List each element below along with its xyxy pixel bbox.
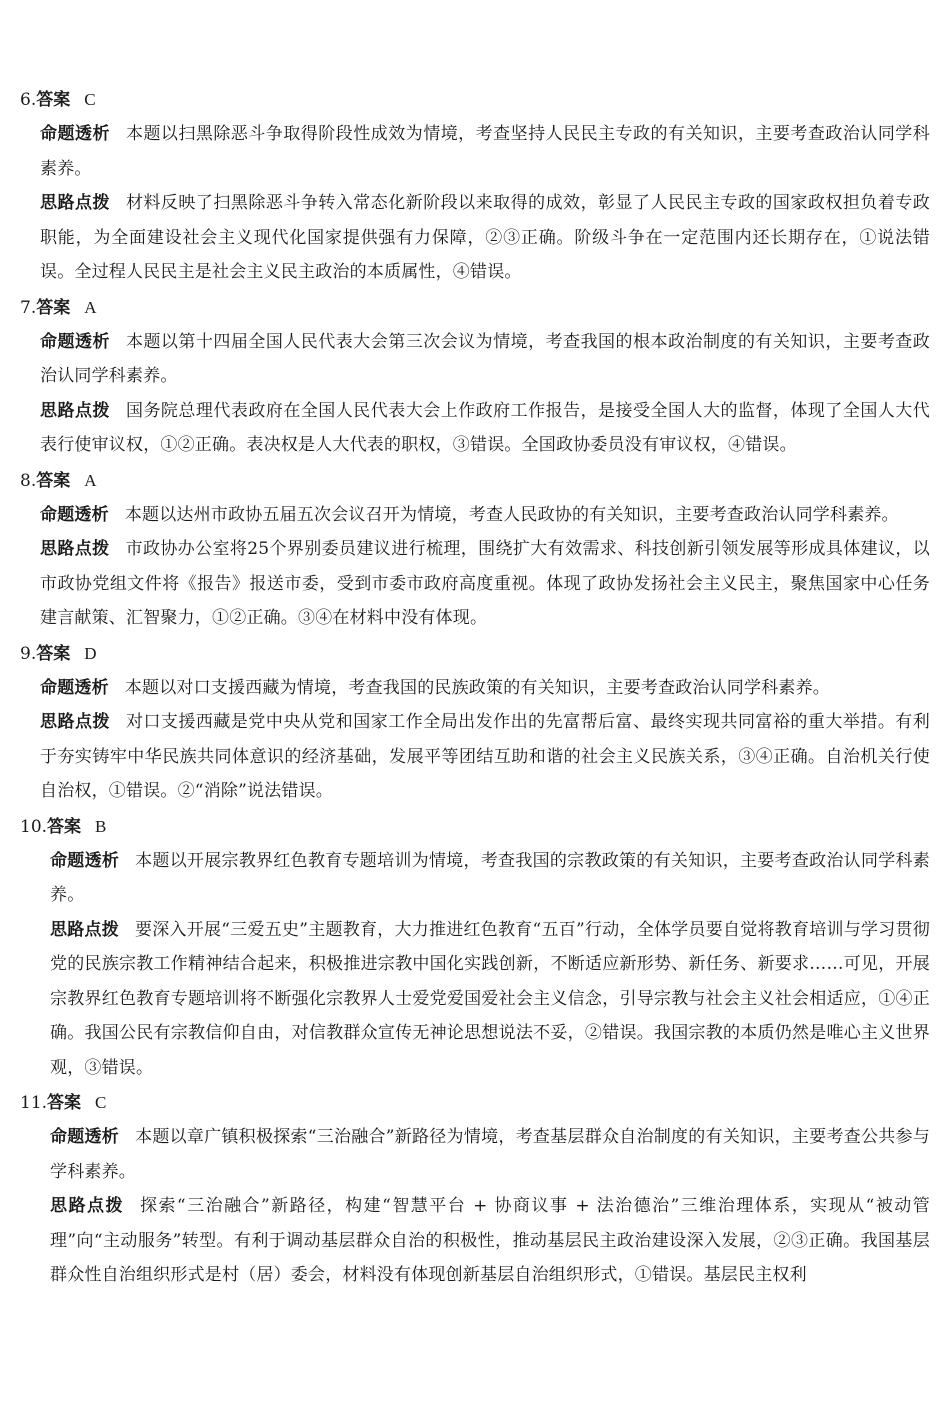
- answer-label: 答案: [36, 297, 71, 318]
- hint-text: 材料反映了扫黑除恶斗争转入常态化新阶段以来取得的成效，彰显了人民民主专政的国家政权担负着专政职能，为全面建设社会主义现代化国家提供强有力保障，②③正确。阶级斗争在一定范围内还长期存在，①说法错误。全过程人民民主是社会主义民主政治的本质属性，④错误。: [40, 193, 930, 282]
- hint-label: 思路点拨: [50, 1196, 124, 1216]
- hint-text: 探索“三治融合”新路径，构建“智慧平台 + 协商议事 + 法治德治”三维治理体系，实现从“被动管理”向“主动服务”转型。有利于调动基层群众自治的积极性，推动基层民主政治建设深入发展，②③正确。我国基层群众性自治组织形式是村（居）委会，材料没有体现创新基层自治组织形式，①错误。基层民主权利: [50, 1196, 930, 1285]
- hint-label: 思路点拨: [50, 919, 120, 940]
- hint-paragraph: [40, 394, 930, 463]
- analysis-label: 命题透析: [40, 124, 110, 144]
- answer-label: 答案: [36, 90, 71, 110]
- answer-item-9: [20, 636, 930, 809]
- answer-header: [20, 636, 930, 671]
- answer-item-11: [20, 1085, 930, 1293]
- analysis-text: 本题以第十四届全国人民代表大会第三次会议为情境，考查我国的根本政治制度的有关知识，主要考查政治认同学科素养。: [40, 331, 930, 386]
- analysis-paragraph: [50, 844, 930, 913]
- analysis-paragraph: [50, 1120, 930, 1189]
- answer-header: [20, 1085, 930, 1120]
- question-number: 7.: [20, 297, 37, 318]
- answer-choice: A: [84, 297, 97, 317]
- analysis-label: 命题透析: [50, 1127, 120, 1147]
- answer-label: 答案: [36, 470, 71, 491]
- hint-paragraph: [40, 532, 930, 636]
- answer-choice: D: [84, 643, 97, 663]
- analysis-paragraph: [40, 671, 930, 706]
- answer-choice: B: [95, 816, 107, 836]
- question-number: 9.: [20, 643, 37, 664]
- hint-paragraph: [50, 913, 930, 1086]
- hint-paragraph: [40, 186, 930, 290]
- hint-label: 思路点拨: [40, 193, 110, 213]
- hint-label: 思路点拨: [40, 712, 110, 732]
- hint-text: 对口支援西藏是党中央从党和国家工作全局出发作出的先富帮后富、最终实现共同富裕的重大举措。有利于夯实铸牢中华民族共同体意识的经济基础，发展平等团结互助和谐的社会主义民族关系，③④正确。自治机关行使自治权，①错误。②“消除”说法错误。: [40, 712, 930, 801]
- answer-choice: A: [84, 470, 97, 490]
- analysis-label: 命题透析: [40, 331, 110, 352]
- question-number: 10.: [20, 816, 48, 837]
- answer-item-10: [20, 809, 930, 1086]
- hint-text: 市政协办公室将25个界别委员建议进行梳理，围绕扩大有效需求、科技创新引领发展等形成具体建议，以市政协党组文件将《报告》报送市委，受到市委市政府高度重视。体现了政协发扬社会主义民主，聚焦国家中心任务建言献策、汇智聚力，①②正确。③④在材料中没有体现。: [40, 539, 931, 628]
- analysis-text: 本题以扫黑除恶斗争取得阶段性成效为情境，考查坚持人民民主专政的有关知识，主要考查政治认同学科素养。: [40, 124, 930, 179]
- question-number: 11.: [20, 1093, 48, 1113]
- answer-item-6: [20, 82, 930, 290]
- answer-header: [20, 809, 930, 844]
- answer-label: 答案: [36, 643, 71, 664]
- analysis-paragraph: [40, 498, 930, 533]
- analysis-text: 本题以章广镇积极探索“三治融合”新路径为情境，考查基层群众自治制度的有关知识，主要考查公共参与学科素养。: [50, 1127, 930, 1182]
- analysis-paragraph: [40, 325, 930, 394]
- answer-header: [20, 463, 930, 498]
- answer-item-8: [20, 463, 930, 636]
- analysis-label: 命题透析: [50, 850, 120, 871]
- hint-label: 思路点拨: [40, 400, 110, 421]
- answer-header: [20, 82, 930, 117]
- answer-label: 答案: [47, 1093, 82, 1113]
- analysis-label: 命题透析: [40, 504, 109, 525]
- analysis-text: 本题以达州市政协五届五次会议召开为情境，考查人民政协的有关知识，主要考查政治认同学科素养。: [124, 504, 899, 525]
- analysis-text: 本题以对口支援西藏为情境，考查我国的民族政策的有关知识，主要考查政治认同学科素养。: [124, 677, 831, 698]
- hint-text: 要深入开展“三爱五史”主题教育，大力推进红色教育“五百”行动，全体学员要自觉将教育培训与学习贯彻党的民族宗教工作精神结合起来，积极推进宗教中国化实践创新，不断适应新形势、新任务、新要求……可见，开展宗教界红色教育专题培训将不断强化宗教界人士爱党爱国爱社会主义信念，引导宗教与社会主义社会相适应，①④正确。我国公民有宗教信仰自由，对信教群众宣传无神论思想说法不妥，②错误。我国宗教的本质仍然是唯心主义世界观，③错误。: [50, 919, 930, 1078]
- answer-label: 答案: [47, 816, 82, 837]
- answer-choice: C: [84, 90, 96, 109]
- answer-header: [20, 290, 930, 325]
- answer-item-7: [20, 290, 930, 463]
- question-number: 6.: [20, 90, 37, 110]
- hint-label: 思路点拨: [40, 539, 110, 559]
- hint-paragraph: [40, 705, 930, 809]
- hint-paragraph: [50, 1189, 930, 1293]
- analysis-paragraph: [40, 117, 930, 186]
- answer-choice: C: [95, 1093, 107, 1112]
- hint-text: 国务院总理代表政府在全国人民代表大会上作政府工作报告，是接受全国人大的监督，体现了全国人大代表行使审议权，①②正确。表决权是人大代表的职权，③错误。全国政协委员没有审议权，④错误。: [40, 400, 930, 455]
- analysis-label: 命题透析: [40, 677, 109, 698]
- analysis-text: 本题以开展宗教界红色教育专题培训为情境，考查我国的宗教政策的有关知识，主要考查政治认同学科素养。: [50, 850, 930, 905]
- question-number: 8.: [20, 470, 37, 491]
